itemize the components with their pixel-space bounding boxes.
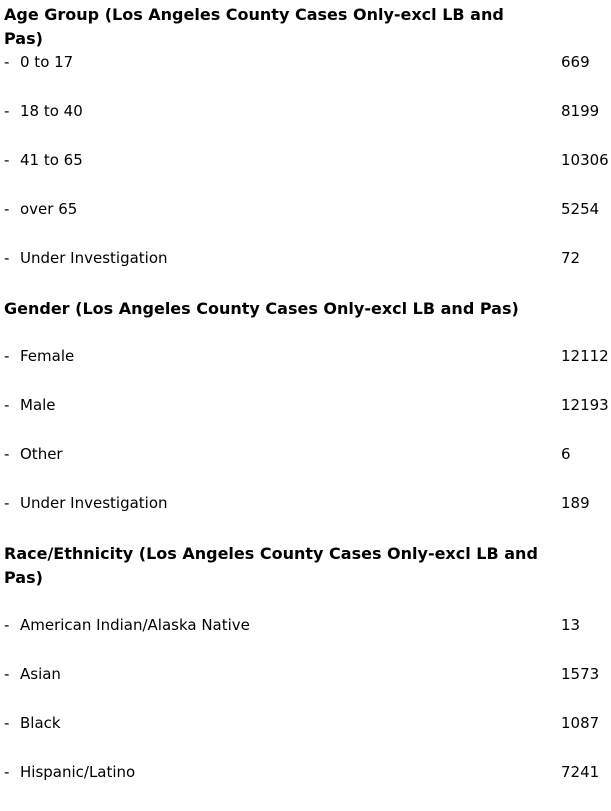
- gender-section: [4, 297, 611, 542]
- row-value: 12193: [561, 396, 609, 414]
- bullet-dash: -: [4, 102, 10, 120]
- age-group-list: [4, 52, 611, 297]
- list-item: [4, 248, 611, 297]
- bullet-dash: -: [4, 445, 10, 463]
- age-group-section: [4, 0, 611, 297]
- bullet-dash: -: [4, 494, 10, 512]
- row-value: 8199: [561, 102, 600, 120]
- row-label: Black: [20, 714, 61, 732]
- bullet-dash: -: [4, 665, 10, 683]
- list-item: [4, 52, 611, 101]
- bullet-dash: -: [4, 200, 10, 218]
- bullet-dash: -: [4, 396, 10, 414]
- bullet-dash: -: [4, 616, 10, 634]
- list-item: [4, 346, 611, 395]
- list-item: [4, 199, 611, 248]
- row-label: Hispanic/Latino: [20, 763, 136, 781]
- row-value: 6: [561, 445, 571, 463]
- row-label: Under Investigation: [20, 249, 168, 267]
- race-ethnicity-heading: Race/Ethnicity (Los Angeles County Cases Only-excl LB and Pas): [4, 544, 538, 587]
- gender-list: [4, 346, 611, 542]
- row-label: Male: [20, 396, 56, 414]
- row-label: Asian: [20, 665, 61, 683]
- row-label: 18 to 40: [20, 102, 83, 120]
- bullet-dash: -: [4, 347, 10, 365]
- race-ethnicity-section: [4, 542, 611, 811]
- list-item: [4, 493, 611, 542]
- row-label: Other: [20, 445, 63, 463]
- row-value: 10306: [561, 151, 609, 169]
- row-value: 1087: [561, 714, 600, 732]
- row-label: Female: [20, 347, 75, 365]
- row-label: 41 to 65: [20, 151, 83, 169]
- row-value: 13: [561, 616, 581, 634]
- row-value: 5254: [561, 200, 600, 218]
- gender-heading: Gender (Los Angeles County Cases Only-excl LB and Pas): [4, 299, 519, 318]
- list-item: [4, 444, 611, 493]
- list-item: [4, 664, 611, 713]
- row-value: 12112: [561, 347, 609, 365]
- bullet-dash: -: [4, 763, 10, 781]
- bullet-dash: -: [4, 151, 10, 169]
- row-label: over 65: [20, 200, 78, 218]
- row-value: 189: [561, 494, 590, 512]
- row-value: 669: [561, 53, 590, 71]
- list-item: [4, 762, 611, 811]
- list-item: [4, 713, 611, 762]
- demographics-document: [4, 0, 611, 811]
- row-label: 0 to 17: [20, 53, 74, 71]
- list-item: [4, 615, 611, 664]
- race-ethnicity-list: [4, 615, 611, 811]
- row-value: 1573: [561, 665, 600, 683]
- list-item: [4, 395, 611, 444]
- row-label: Under Investigation: [20, 494, 168, 512]
- list-item: [4, 150, 611, 199]
- list-item: [4, 101, 611, 150]
- bullet-dash: -: [4, 53, 10, 71]
- bullet-dash: -: [4, 714, 10, 732]
- bullet-dash: -: [4, 249, 10, 267]
- age-group-heading: Age Group (Los Angeles County Cases Only-excl LB and Pas): [4, 5, 504, 48]
- row-value: 7241: [561, 763, 600, 781]
- row-label: American Indian/Alaska Native: [20, 616, 250, 634]
- row-value: 72: [561, 249, 581, 267]
